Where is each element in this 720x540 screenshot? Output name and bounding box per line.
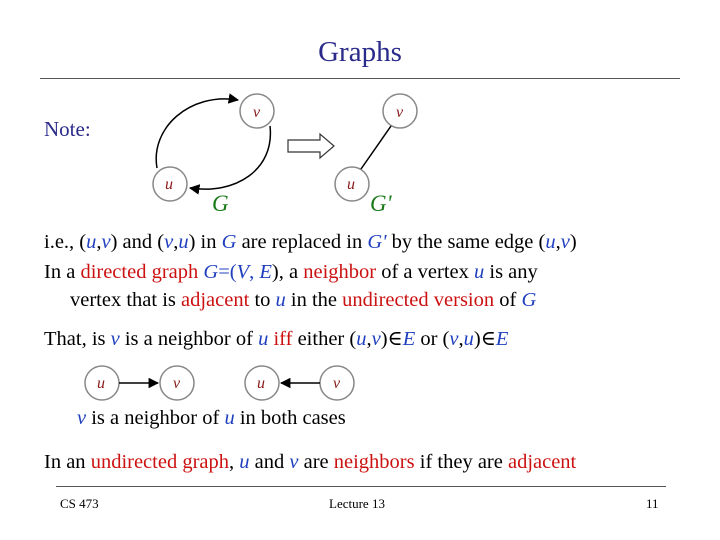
graph-g-node-u-label: u	[165, 176, 173, 193]
pair2-node-v-label: v	[333, 375, 341, 392]
pair1-node-u-label: u	[97, 375, 105, 392]
graph-gp-edge	[361, 126, 391, 169]
graph-gp-node-u-label: u	[347, 176, 355, 193]
note-label: Note:	[44, 117, 91, 141]
text-line-both-cases: v is a neighbor of u in both cases	[77, 407, 346, 429]
slide-title: Graphs	[318, 36, 402, 68]
footer-divider	[56, 486, 666, 487]
graph-g-label: G	[212, 191, 229, 216]
pair2-node-u-label: u	[257, 375, 265, 392]
graph-gp-node-v-label: v	[396, 104, 404, 121]
pair1-node-v-label: v	[173, 375, 181, 392]
text-line-replacement: i.e., (u,v) and (v,u) in G are replaced in G' by the same edge (u,v)	[44, 231, 577, 253]
transform-arrow-icon	[288, 134, 334, 158]
graph-gp-label: G'	[370, 191, 392, 216]
text-line-directed-definition: In a directed graph G=(V, E), a neighbor of a vertex u is any	[44, 261, 538, 283]
text-line-iff: That, is v is a neighbor of u iff either (u,v)∈E or (v,u)∈E	[44, 328, 509, 350]
graph-g-node-v-label: v	[253, 104, 261, 121]
footer-page-number: 11	[646, 496, 659, 511]
graph-g-edge-uv	[156, 99, 238, 168]
text-line-directed-definition-cont: vertex that is adjacent to u in the undirected version of G	[70, 289, 537, 311]
footer-lecture: Lecture 13	[329, 496, 385, 511]
graph-g-edge-vu	[190, 126, 270, 189]
text-line-undirected-definition: In an undirected graph, u and v are neighbors if they are adjacent	[44, 451, 577, 473]
footer-course: CS 473	[60, 496, 99, 511]
